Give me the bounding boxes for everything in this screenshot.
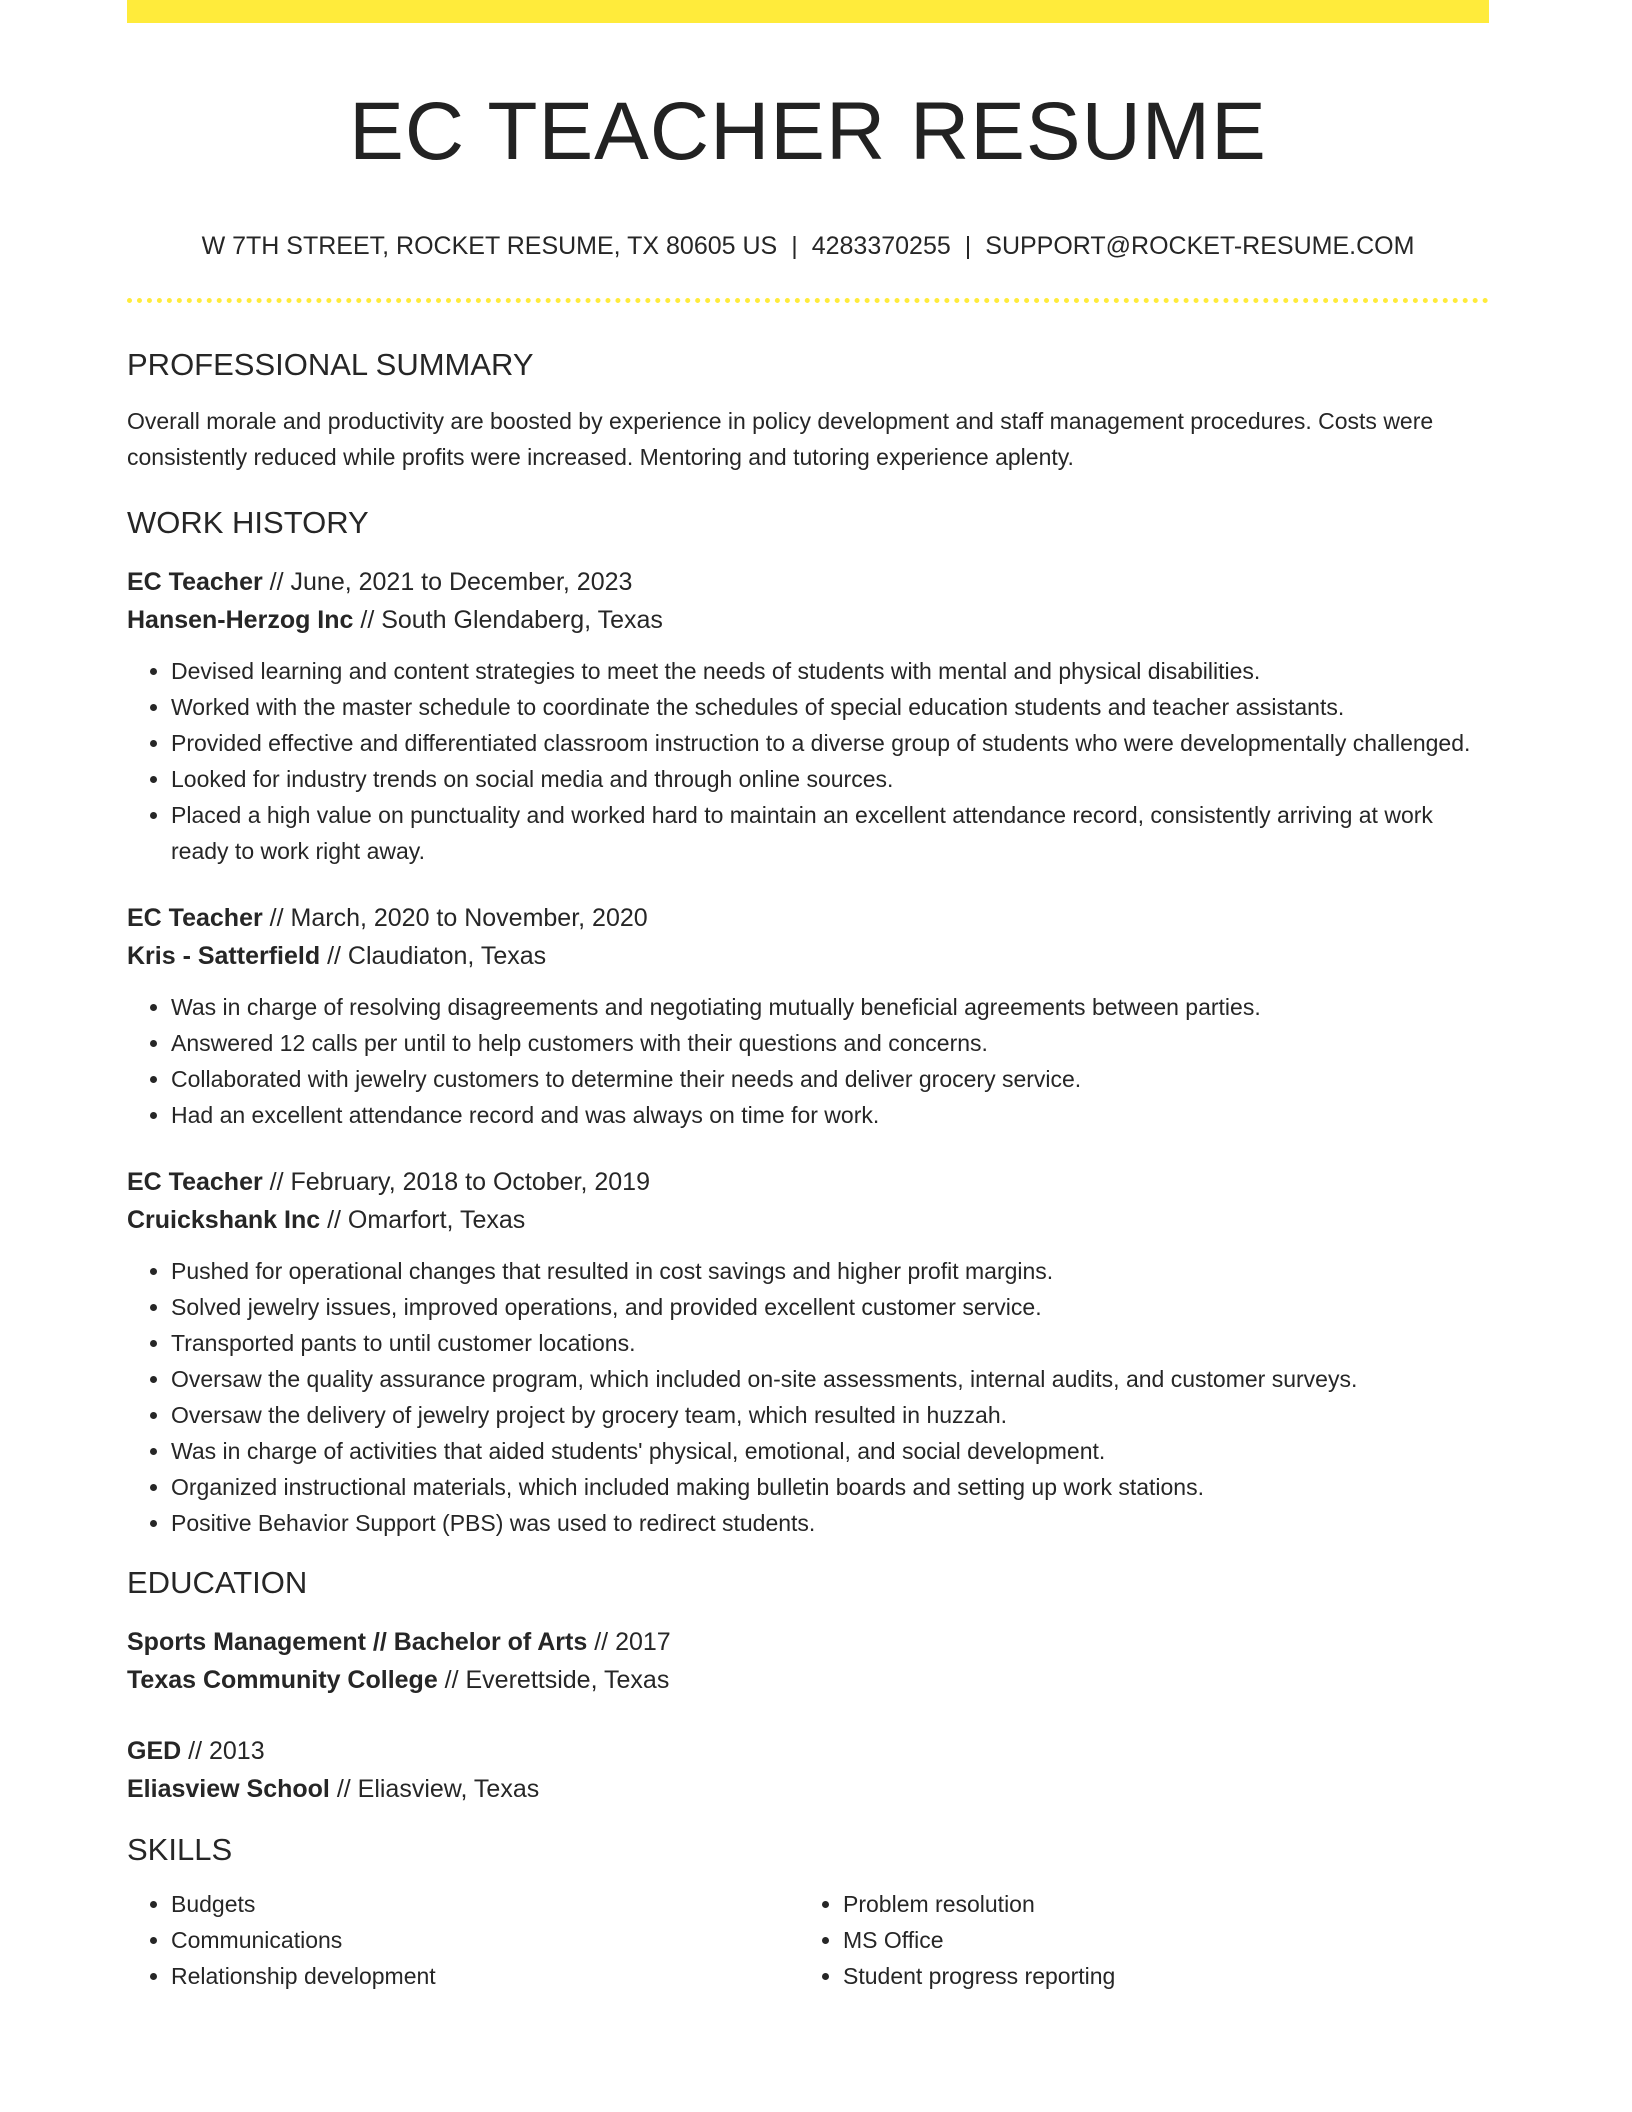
school-line xyxy=(127,1661,1489,1699)
job-dates: // June, 2021 to December, 2023 xyxy=(269,568,633,596)
job-company-line xyxy=(127,601,1489,639)
job-bullets xyxy=(127,989,1489,1133)
list-item: • Was in charge of activities that aided students' physical, emotional, and social development. xyxy=(171,1433,1489,1469)
job-title-line xyxy=(127,899,1489,937)
list-item: • Answered 12 calls per until to help customers with their questions and concerns. xyxy=(171,1025,1489,1061)
skills-column-left xyxy=(127,1886,799,1994)
job-bullets xyxy=(127,1253,1489,1541)
job-location: // South Glendaberg, Texas xyxy=(360,606,663,634)
skills-column-right xyxy=(799,1886,1471,1994)
skill-item: • Student progress reporting xyxy=(843,1958,1471,1994)
section-title-skills: SKILLS xyxy=(127,1832,233,1867)
education-entry xyxy=(127,1732,1489,1808)
job-company: Cruickshank Inc xyxy=(127,1206,321,1234)
job-title-line xyxy=(127,563,1489,601)
accent-bar xyxy=(127,0,1489,23)
section-title-summary: PROFESSIONAL SUMMARY xyxy=(127,347,534,382)
skill-item: • Communications xyxy=(171,1922,799,1958)
list-item: • Had an excellent attendance record and was always on time for work. xyxy=(171,1097,1489,1133)
job-company-line xyxy=(127,1201,1489,1239)
skills-grid xyxy=(127,1886,1489,1994)
list-item: • Placed a high value on punctuality and worked hard to maintain an excellent attendance record, consistently arriving at work ready to work right away. xyxy=(171,797,1489,869)
job-entry xyxy=(127,899,1489,1133)
job-location: // Claudiaton, Texas xyxy=(327,942,547,970)
summary-text: Overall morale and productivity are boosted by experience in policy development and staff management procedures. Costs were consistently reduced while profits were increased. Mentoring and tutoring experience aplenty. xyxy=(127,408,1434,470)
resume-title: EC TEACHER RESUME xyxy=(349,86,1267,177)
job-bullets xyxy=(127,653,1489,869)
separator: | xyxy=(964,232,972,260)
list-item: • Devised learning and content strategies to meet the needs of students with mental and physical disabilities. xyxy=(171,653,1489,689)
list-item: • Solved jewelry issues, improved operations, and provided excellent customer service. xyxy=(171,1289,1489,1325)
list-item: • Organized instructional materials, which included making bulletin boards and setting up work stations. xyxy=(171,1469,1489,1505)
school-name: Texas Community College xyxy=(127,1666,438,1694)
list-item: • Collaborated with jewelry customers to determine their needs and deliver grocery service. xyxy=(171,1061,1489,1097)
skill-item: • Problem resolution xyxy=(843,1886,1471,1922)
job-role: EC Teacher xyxy=(127,904,263,932)
job-role: EC Teacher xyxy=(127,568,263,596)
list-item: • Was in charge of resolving disagreements and negotiating mutually beneficial agreements between parties. xyxy=(171,989,1489,1025)
school-line xyxy=(127,1770,1489,1808)
education-entry xyxy=(127,1623,1489,1699)
address: W 7TH STREET, ROCKET RESUME, TX 80605 US xyxy=(201,232,778,260)
school-location: // Everettside, Texas xyxy=(444,1666,670,1694)
list-item: • Positive Behavior Support (PBS) was used to redirect students. xyxy=(171,1505,1489,1541)
phone: 4283370255 xyxy=(811,232,951,260)
graduation-year: // 2013 xyxy=(188,1737,265,1765)
graduation-year: // 2017 xyxy=(594,1628,671,1656)
section-title-work-history: WORK HISTORY xyxy=(127,505,369,540)
job-entry xyxy=(127,1163,1489,1541)
job-company: Kris - Satterfield xyxy=(127,942,321,970)
contact-line xyxy=(127,231,1489,261)
resume-page xyxy=(127,0,1489,1994)
degree: Sports Management // Bachelor of Arts xyxy=(127,1628,588,1656)
skill-item: • Relationship development xyxy=(171,1958,799,1994)
list-item: • Provided effective and differentiated classroom instruction to a diverse group of students who were developmentally challenged. xyxy=(171,725,1489,761)
email: SUPPORT@ROCKET-RESUME.COM xyxy=(985,232,1415,260)
section-title-education: EDUCATION xyxy=(127,1565,308,1600)
degree-line xyxy=(127,1623,1489,1661)
list-item: • Oversaw the quality assurance program, which included on-site assessments, internal audits, and customer surveys. xyxy=(171,1361,1489,1397)
list-item: • Transported pants to until customer locations. xyxy=(171,1325,1489,1361)
list-item: • Pushed for operational changes that resulted in cost savings and higher profit margins. xyxy=(171,1253,1489,1289)
degree: GED xyxy=(127,1737,182,1765)
skill-item: • MS Office xyxy=(843,1922,1471,1958)
school-name: Eliasview School xyxy=(127,1775,330,1803)
degree-line xyxy=(127,1732,1489,1770)
job-company-line xyxy=(127,937,1489,975)
job-location: // Omarfort, Texas xyxy=(327,1206,526,1234)
dotted-divider xyxy=(127,298,1489,303)
skill-item: • Budgets xyxy=(171,1886,799,1922)
job-dates: // March, 2020 to November, 2020 xyxy=(269,904,648,932)
job-title-line xyxy=(127,1163,1489,1201)
list-item: • Looked for industry trends on social media and through online sources. xyxy=(171,761,1489,797)
list-item: • Oversaw the delivery of jewelry project by grocery team, which resulted in huzzah. xyxy=(171,1397,1489,1433)
job-company: Hansen-Herzog Inc xyxy=(127,606,354,634)
job-role: EC Teacher xyxy=(127,1168,263,1196)
separator: | xyxy=(791,232,798,260)
job-dates: // February, 2018 to October, 2019 xyxy=(269,1168,650,1196)
job-entry xyxy=(127,563,1489,869)
school-location: // Eliasview, Texas xyxy=(336,1775,540,1803)
list-item: • Worked with the master schedule to coordinate the schedules of special education students and teacher assistants. xyxy=(171,689,1489,725)
